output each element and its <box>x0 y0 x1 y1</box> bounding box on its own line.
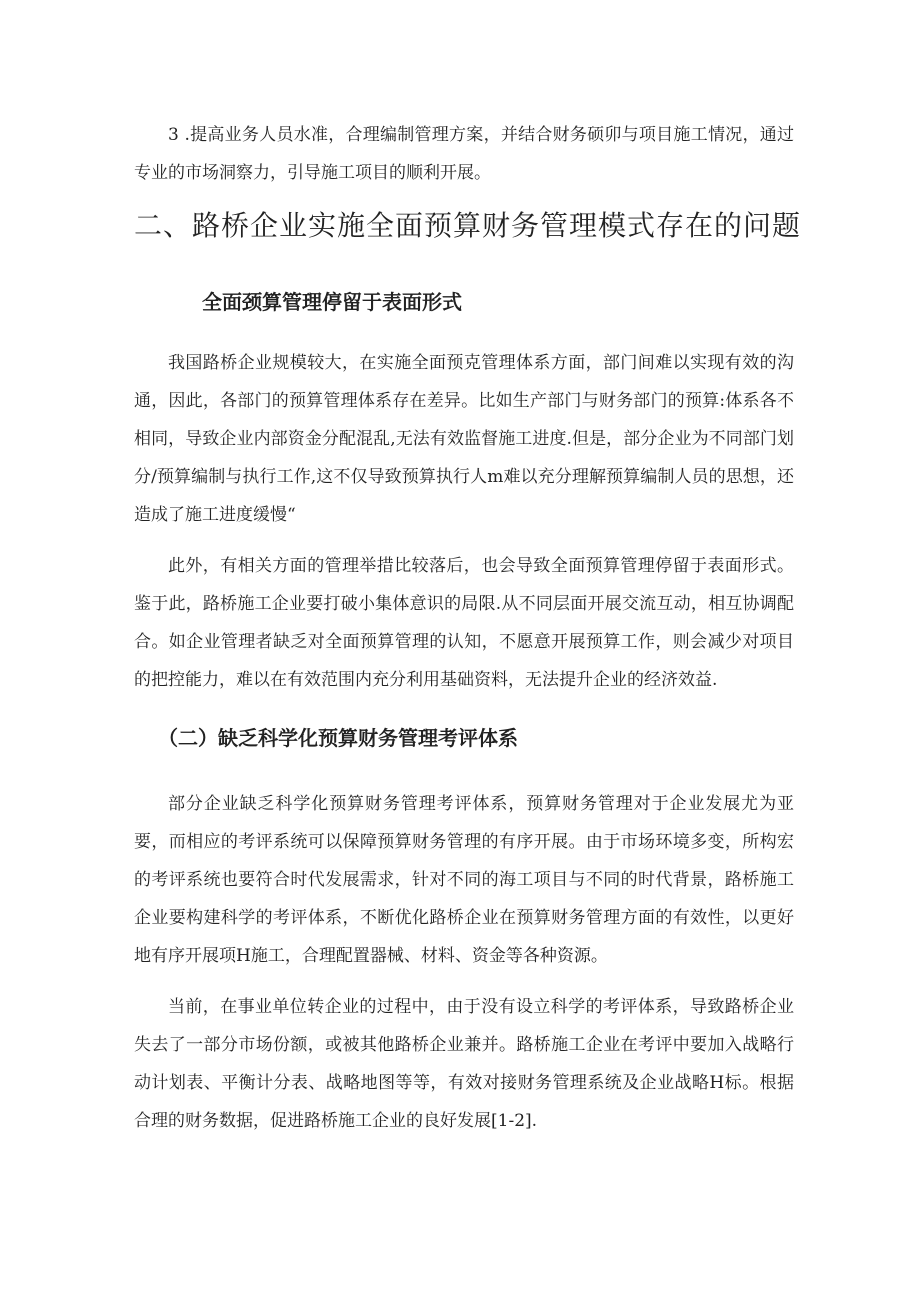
section-heading-problems: 二、路桥企业实施全面预算财务管理模式存在的问题 <box>134 209 802 242</box>
subheading-evaluation-system: （二）缺乏科学化预算财务管理考评体系 <box>158 726 518 750</box>
paragraph-improve-staff: 3 .提高业务人员水准，合理编制管理方案，并结合财务硕卯与项目施工情况，通过专业的市场洞察力，引导施工项目的顺利开展。 <box>134 125 794 183</box>
paragraph-department-communication: 我国路桥企业规模较大，在实施全面预克管理体系方面，部门间难以实现有效的沟通，因此，各部门的预算管理体系存在差异。比如生产部门与财务部门的预算:体系各不相同，导致企业内部资金分配混乱,无法有效监督施工进度.但是，部分企业为不同部门划分/预算编制与执行工作,这不仅导致预算执行人m难以充分理解预算编制人员的思想，还造成了施工进度缓慢“ <box>134 353 794 525</box>
paragraph-management-measures: 此外，有相关方面的管理举措比较落后，也会导致全面预算管理停留于表面形式。鉴于此，路桥施工企业要打破小集体意识的局限.从不同层面开展交流互动，相互协调配合。如企业管理者缺乏对全面预算管理的认知，不愿意开展预算工作，则会减少对项目的把控能力，难以在有效范围内充分利用基础资料，无法提升企业的经济效益. <box>134 556 794 690</box>
subheading-surface-form: 全面颈算管理停留于表面形式 <box>202 290 462 314</box>
paragraph-current-transition: 当前，在事业单位转企业的过程中，由于没有设立科学的考评体系，导致路桥企业失去了一部分市场份额，或被其他路桥企业兼并。路桥施工企业在考评中要加入战略行动计划表、平衡计分表、战略地图等等，有效对接财务管理系统及企业战略H标。根据合理的财务数据，促进路桥施工企业的良好发展[1-2]. <box>134 997 794 1131</box>
paragraph-evaluation-lacking: 部分企业缺乏科学化预算财务管理考评体系，预算财务管理对于企业发展尤为亚要，而相应的考评系统可以保障预算财务管理的有序开展。由于市场环境多变，所构宏的考评系统也要符合时代发展需求，针对不同的海工项目与不同的时代背景，路桥施工企业要构建科学的考评体系，不断优化路桥企业在预算财务管理方面的有效性，以更好地有序开展项H施工，合理配置器械、材料、资金等各种资源。 <box>134 794 794 966</box>
